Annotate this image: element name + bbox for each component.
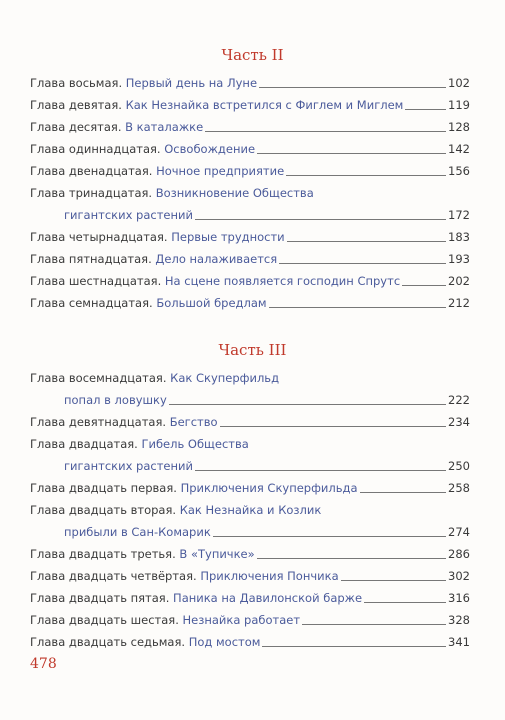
toc-entry: [30, 499, 470, 543]
chapter-title: В каталажке: [125, 120, 204, 134]
chapter-title: Ночное предприятие: [156, 164, 285, 178]
chapter-label: Глава четырнадцатая.: [30, 230, 168, 244]
chapter-page-number: 212: [448, 296, 470, 310]
chapter-page-number: 286: [448, 547, 470, 561]
chapter-label: Глава двенадцатая.: [30, 164, 153, 178]
toc-entry: [30, 411, 470, 433]
leader-line: [169, 404, 446, 405]
leader-line: [405, 109, 446, 110]
toc-entry: [30, 543, 470, 565]
chapter-title: Как Скуперфильд: [170, 371, 280, 385]
chapter-title: Под мостом: [188, 635, 261, 649]
leader-line: [364, 602, 446, 603]
leader-line: [257, 153, 446, 154]
chapter-page-number: 119: [448, 98, 470, 112]
chapter-page-number: 156: [448, 164, 470, 178]
leader-line: [259, 87, 446, 88]
chapter-title: Как Незнайка встретился с Фиглем и Миглем: [125, 98, 404, 112]
chapter-title: Первые трудности: [171, 230, 285, 244]
chapter-label: Глава десятая.: [30, 120, 122, 134]
chapter-title: Возникновение Общества: [155, 186, 314, 200]
chapter-page-number: 102: [448, 76, 470, 90]
chapter-page-number: 183: [448, 230, 470, 244]
toc-entry: [30, 292, 470, 314]
chapter-page-number: 302: [448, 569, 470, 583]
toc-entry: [30, 609, 470, 631]
toc-entry: [30, 94, 470, 116]
toc-entry: [30, 160, 470, 182]
toc-entry: [30, 138, 470, 160]
chapter-title: В «Тупичке»: [179, 547, 255, 561]
toc-entry: [30, 631, 470, 653]
chapter-title: Дело налаживается: [155, 252, 278, 266]
chapter-title-cont: прибыли в Сан-Комарик: [64, 525, 211, 539]
toc-entry: [30, 226, 470, 248]
chapter-label: Глава девятнадцатая.: [30, 415, 167, 429]
leader-line: [279, 263, 446, 264]
chapter-page-number: 193: [448, 252, 470, 266]
toc-entry: [30, 587, 470, 609]
chapter-title: Гибель Общества: [141, 437, 249, 451]
chapter-title: Незнайка работает: [182, 613, 301, 627]
part-2-heading: Часть II: [221, 46, 284, 64]
chapter-page-number: 234: [448, 415, 470, 429]
chapter-title: На сцене появляется господин Спрутс: [164, 274, 401, 288]
chapter-title: Как Незнайка и Козлик: [179, 503, 322, 517]
chapter-label: Глава шестнадцатая.: [30, 274, 162, 288]
toc-part-3: [30, 367, 470, 653]
chapter-label: Глава двадцать третья.: [30, 547, 176, 561]
leader-line: [286, 175, 446, 176]
chapter-title-cont: гигантских растений: [64, 208, 193, 222]
chapter-label: Глава одиннадцатая.: [30, 142, 161, 156]
chapter-title: Паника на Давилонской барже: [173, 591, 363, 605]
chapter-page-number: 258: [448, 481, 470, 495]
chapter-label: Глава двадцать четвёртая.: [30, 569, 197, 583]
chapter-title: Приключения Пончика: [200, 569, 339, 583]
leader-line: [205, 131, 446, 132]
chapter-label: Глава восемнадцатая.: [30, 371, 167, 385]
chapter-title: Большой бредлам: [156, 296, 267, 310]
toc-entry: [30, 433, 470, 477]
chapter-label: Глава двадцать пятая.: [30, 591, 170, 605]
leader-line: [195, 219, 446, 220]
chapter-label: Глава тринадцатая.: [30, 186, 153, 200]
leader-line: [269, 307, 446, 308]
chapter-page-number: 202: [448, 274, 470, 288]
chapter-label: Глава двадцать первая.: [30, 481, 177, 495]
chapter-title-cont: попал в ловушку: [64, 393, 167, 407]
leader-line: [213, 536, 446, 537]
leader-line: [402, 285, 446, 286]
chapter-page-number: 222: [448, 393, 470, 407]
chapter-page-number: 142: [448, 142, 470, 156]
leader-line: [302, 624, 446, 625]
chapter-title: Приключения Скуперфильда: [180, 481, 358, 495]
toc-entry: [30, 248, 470, 270]
part-3-heading: Часть III: [218, 341, 287, 359]
chapter-page-number: 128: [448, 120, 470, 134]
chapter-page-number: 316: [448, 591, 470, 605]
chapter-label: Глава восьмая.: [30, 76, 123, 90]
toc-entry: [30, 72, 470, 94]
toc-entry: [30, 565, 470, 587]
chapter-label: Глава двадцать седьмая.: [30, 635, 186, 649]
chapter-page-number: 172: [448, 208, 470, 222]
leader-line: [195, 470, 446, 471]
chapter-label: Глава пятнадцатая.: [30, 252, 152, 266]
toc-entry: [30, 477, 470, 499]
leader-line: [262, 646, 446, 647]
leader-line: [341, 580, 446, 581]
toc-entry: [30, 182, 470, 226]
leader-line: [287, 241, 446, 242]
chapter-title: Бегство: [169, 415, 218, 429]
chapter-page-number: 328: [448, 613, 470, 627]
leader-line: [360, 492, 447, 493]
page-number: 478: [30, 656, 57, 672]
chapter-label: Глава семнадцатая.: [30, 296, 153, 310]
chapter-title: Освобождение: [164, 142, 256, 156]
chapter-page-number: 250: [448, 459, 470, 473]
leader-line: [220, 426, 447, 427]
toc-entry: [30, 116, 470, 138]
toc-part-2: [30, 72, 470, 314]
chapter-label: Глава двадцать шестая.: [30, 613, 179, 627]
chapter-page-number: 274: [448, 525, 470, 539]
toc-entry: [30, 270, 470, 292]
leader-line: [257, 558, 446, 559]
chapter-label: Глава двадцать вторая.: [30, 503, 177, 517]
chapter-label: Глава двадцатая.: [30, 437, 138, 451]
chapter-title-cont: гигантских растений: [64, 459, 193, 473]
chapter-title: Первый день на Луне: [125, 76, 258, 90]
chapter-page-number: 341: [448, 635, 470, 649]
toc-entry: [30, 367, 470, 411]
chapter-label: Глава девятая.: [30, 98, 122, 112]
